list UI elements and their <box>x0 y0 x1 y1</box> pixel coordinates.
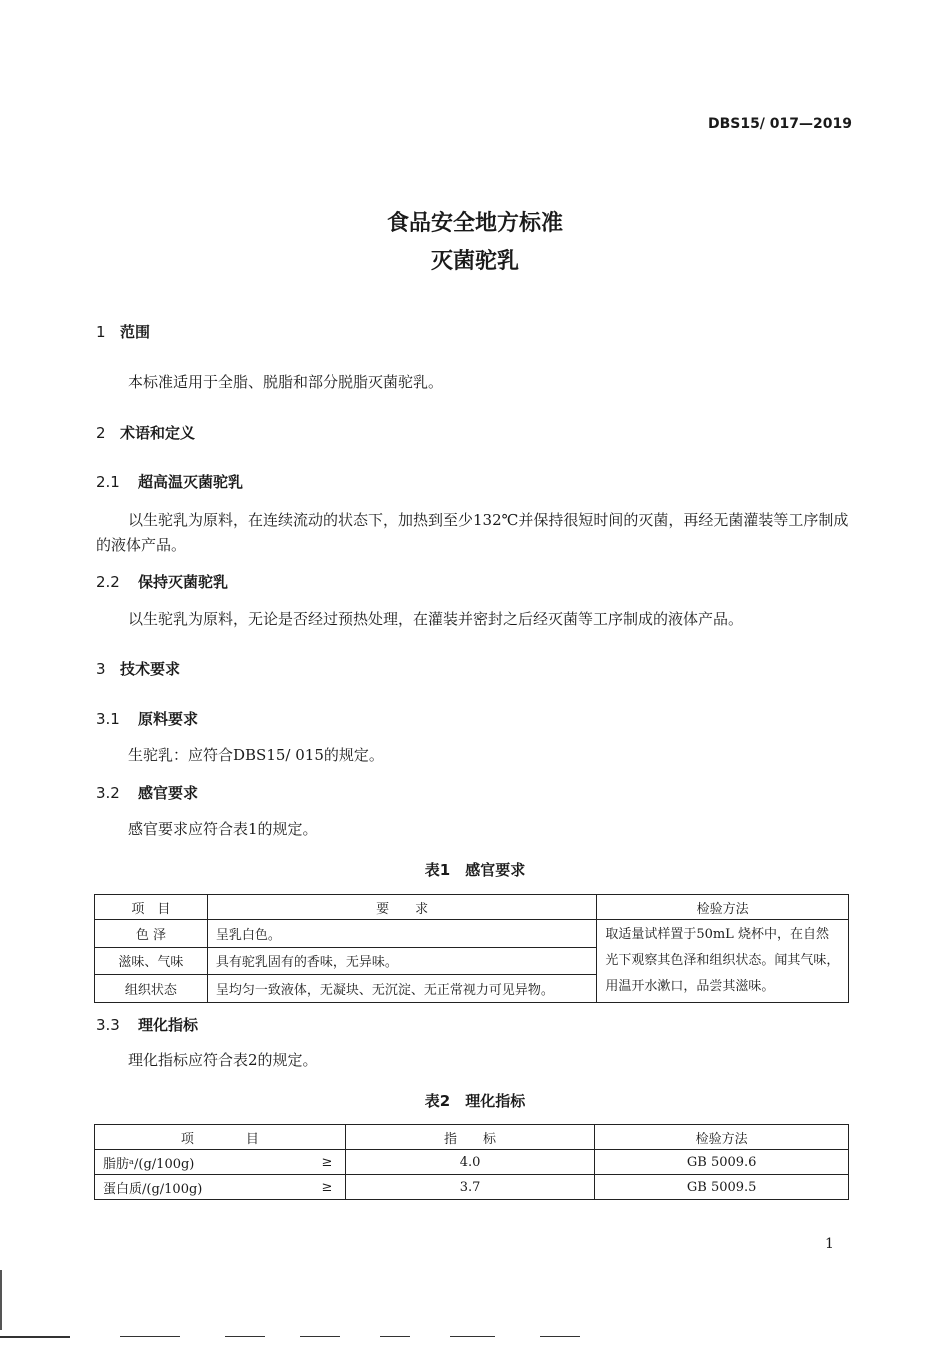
row-method: GB 5009.6 <box>595 1150 849 1175</box>
table-row <box>95 1150 849 1175</box>
table-row <box>95 1175 849 1200</box>
row-item: 色 泽 <box>95 920 208 948</box>
section-title: 范围 <box>120 323 151 341</box>
column-header-method: 检验方法 <box>597 895 849 920</box>
row-requirement: 呈均匀一致液体，无凝块、无沉淀、无正常视力可见异物。 <box>207 975 596 1003</box>
section-2-heading <box>96 422 195 443</box>
scan-artifact-line <box>300 1336 340 1337</box>
section-number: 1 <box>96 323 106 341</box>
row-requirement: 呈乳白色。 <box>207 920 596 948</box>
section-title: 原料要求 <box>138 710 199 728</box>
section-3-3-body: 理化指标应符合表2的规定。 <box>128 1051 318 1069</box>
section-3-heading <box>96 658 180 679</box>
column-header-requirement: 要 求 <box>207 895 596 920</box>
row-item: 蛋白质/(g/100g) <box>95 1175 310 1200</box>
section-1-body: 本标准适用于全脂、脱脂和部分脱脂灭菌驼乳。 <box>128 373 444 391</box>
section-title: 术语和定义 <box>120 424 196 442</box>
section-number: 2.1 <box>96 473 120 491</box>
row-item: 脂肪ᵃ/(g/100g) <box>95 1150 310 1175</box>
row-value: 3.7 <box>345 1175 595 1200</box>
section-1-heading <box>96 321 150 342</box>
row-method: GB 5009.5 <box>595 1175 849 1200</box>
scan-artifact-line <box>225 1336 265 1337</box>
section-number: 3.2 <box>96 784 120 802</box>
scan-artifact-line <box>540 1336 580 1337</box>
section-2-1-heading <box>96 471 243 492</box>
section-title: 感官要求 <box>138 784 199 802</box>
table-1-caption: 表1 感官要求 <box>424 861 526 879</box>
section-number: 2.2 <box>96 573 120 591</box>
column-header-method: 检验方法 <box>595 1125 849 1150</box>
table-2-caption: 表2 理化指标 <box>424 1092 526 1110</box>
section-3-3-heading <box>96 1014 198 1035</box>
scan-artifact-line <box>380 1336 410 1337</box>
standard-subtitle: 灭菌驼乳 <box>430 249 519 274</box>
section-number: 3.1 <box>96 710 120 728</box>
row-operator: ≥ <box>309 1175 345 1200</box>
row-value: 4.0 <box>345 1150 595 1175</box>
section-2-2-heading <box>96 571 228 592</box>
section-3-2-body: 感官要求应符合表1的规定。 <box>128 820 318 838</box>
section-title: 理化指标 <box>138 1016 199 1034</box>
page-number: 1 <box>825 1236 834 1252</box>
row-operator: ≥ <box>309 1150 345 1175</box>
standard-title: 食品安全地方标准 <box>386 211 563 236</box>
scan-artifact-line <box>120 1336 180 1337</box>
inspection-method: 取适量试样置于50mL 烧杯中，在自然光下观察其色泽和组织状态。闻其气味，用温开水漱口，品尝其滋味。 <box>597 920 849 1003</box>
scan-artifact-line <box>450 1336 495 1337</box>
row-item: 组织状态 <box>95 975 208 1003</box>
section-3-1-body: 生驼乳：应符合DBS15/ 015的规定。 <box>128 746 384 764</box>
section-3-1-heading <box>96 708 198 729</box>
scan-artifact-line <box>0 1336 70 1338</box>
section-number: 3 <box>96 660 106 678</box>
section-title: 超高温灭菌驼乳 <box>138 473 244 491</box>
table-header-row <box>95 1125 849 1150</box>
section-3-2-heading <box>96 782 198 803</box>
section-number: 3.3 <box>96 1016 120 1034</box>
section-2-2-body: 以生驼乳为原料，无论是否经过预热处理，在灌装并密封之后经灭菌等工序制成的液体产品。 <box>128 610 744 628</box>
table-header-row <box>95 895 849 920</box>
section-title: 保持灭菌驼乳 <box>138 573 229 591</box>
section-number: 2 <box>96 424 106 442</box>
column-header-item: 项 目 <box>95 1125 346 1150</box>
row-requirement: 具有驼乳固有的香味，无异味。 <box>207 947 596 975</box>
table-row <box>95 920 849 948</box>
physicochemical-table <box>94 1124 849 1200</box>
column-header-item: 项 目 <box>95 895 208 920</box>
section-2-1-body: 以生驼乳为原料，在连续流动的状态下，加热到至少132℃并保持很短时间的灭菌，再经无菌灌装等工序制成的液体产品。 <box>96 511 849 554</box>
row-item: 滋味、气味 <box>95 947 208 975</box>
document-number: DBS15/ 017—2019 <box>707 116 852 132</box>
section-title: 技术要求 <box>120 660 181 678</box>
scan-artifact-edge <box>0 1270 2 1330</box>
column-header-index: 指 标 <box>345 1125 595 1150</box>
sensory-requirements-table <box>94 894 849 1003</box>
